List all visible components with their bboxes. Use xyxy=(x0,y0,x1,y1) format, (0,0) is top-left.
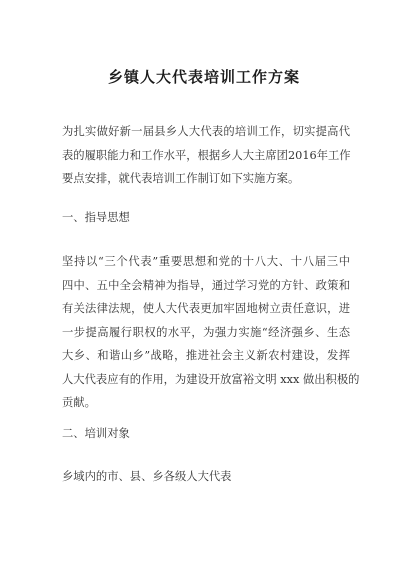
intro-line: 为扎实做好新一届县乡人大代表的培训工作，切实提高代 xyxy=(62,125,350,138)
document-title: 乡镇人大代表培训工作方案 xyxy=(107,68,300,86)
section1-line: 贡献。 xyxy=(62,396,96,409)
section-heading-training-targets: 二、培训对象 xyxy=(62,427,130,440)
intro-paragraph xyxy=(62,120,350,191)
section2-paragraph: 乡域内的市、县、乡各级人大代表 xyxy=(62,470,232,483)
section-heading-guiding-ideology: 一、指导思想 xyxy=(62,211,130,224)
section1-paragraph xyxy=(62,250,360,415)
section1-line: 人大代表应有的作用，为建设开放富裕文明 xxx 做出积极的 xyxy=(62,372,360,386)
section1-line: 四中、五中全会精神为指导，通过学习党的方针、政策和 xyxy=(62,278,350,292)
section1-line: 大乡、和谐山乡”战略，推进社会主义新农村建设，发挥 xyxy=(62,349,350,362)
section1-line: 坚持以“三个代表”重要思想和党的十八大、十八届三中 xyxy=(62,255,350,268)
intro-line: 要点安排，就代表培训工作制订如下实施方案。 xyxy=(62,172,300,185)
section1-line: 一步提高履行职权的水平，为强力实施“经济强乡、生态 xyxy=(62,325,350,339)
intro-line: 表的履职能力和工作水平，根据乡人大主席团2016年工作 xyxy=(62,148,351,162)
section1-line: 有关法律法规，使人大代表更加牢固地树立责任意识，进 xyxy=(62,302,350,315)
